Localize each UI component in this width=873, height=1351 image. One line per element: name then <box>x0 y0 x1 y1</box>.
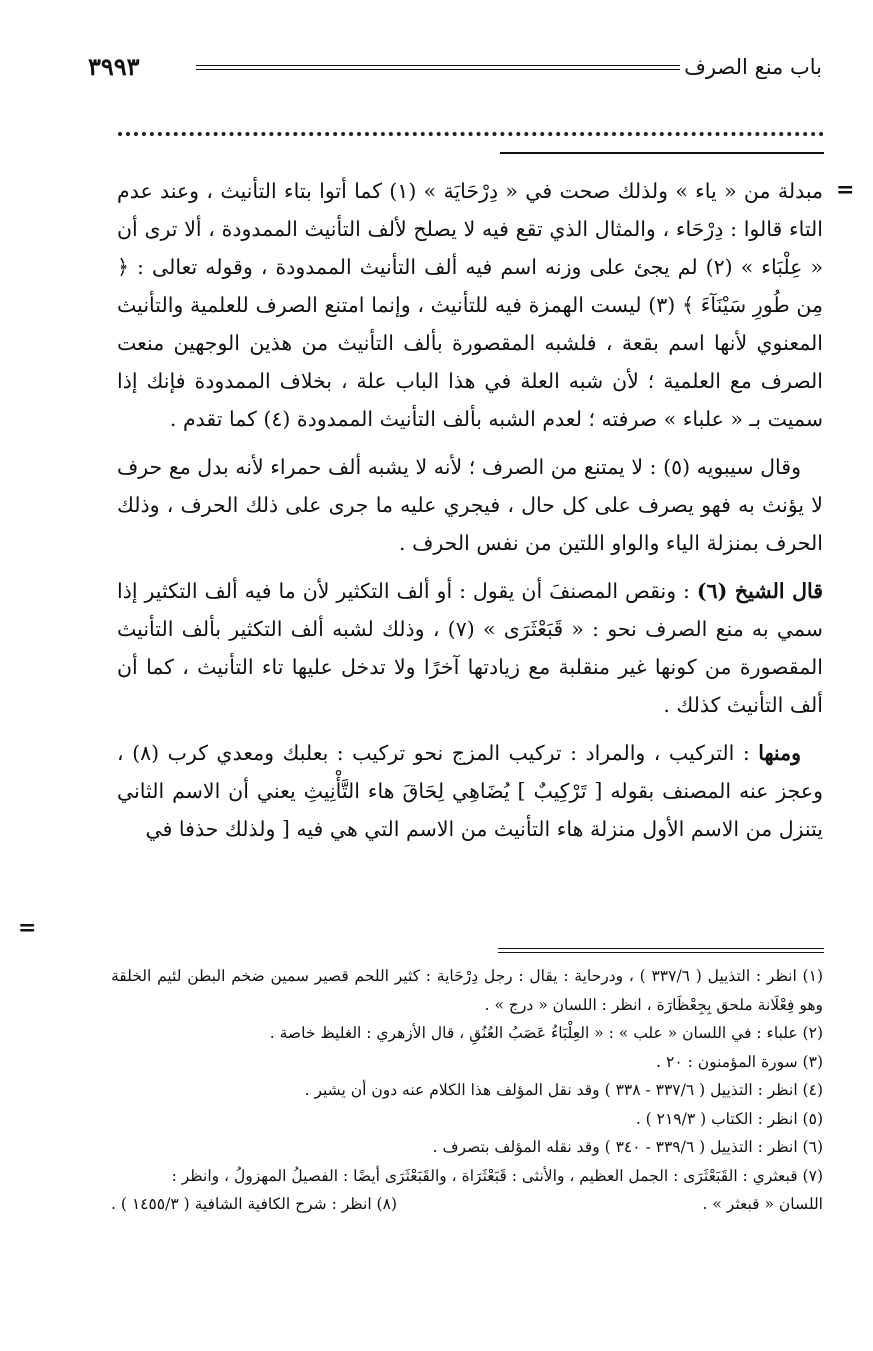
footnote-7: (٧) قبعثري : القَبَعْثَرَى : الجمل العظيم ، والأنثى : قَبَعْثَرَاة ، والقَبَعْثَرَى أيضًا : الفصيلُ المهزولُ ، وانظر : <box>171 1166 823 1185</box>
dotted-separator <box>118 118 824 136</box>
paragraph-4-label: ومنها <box>758 741 801 765</box>
footnotes <box>111 962 823 1219</box>
footnote-5: (٥) انظر : الكتاب ( ٢١٩/٣ ) . <box>635 1109 823 1128</box>
paragraph-4-text: : التركيب ، والمراد : تركيب المزج نحو تركيب : بعلبك ومعدي كرب (٨) ، وعجز عنه المصنف بقوله [ تَرْكِيبٌ ] يُضَاهِي لِحَاقَ هاء التَّأْنِيثِ يعني أن الاسم الثاني يتنزل من الاسم الأول منزلة هاء التأنيث من الاسم التي هي فيه [ ولذلك حذفا في <box>117 741 823 841</box>
footnote-last-row <box>111 1190 823 1219</box>
paragraph-3 <box>117 572 823 724</box>
paragraph-3-text: : ونقص المصنفَ أن يقول : أو ألف التكثير لأن ما فيه ألف التكثير إذا سمي به منع الصرف نحو : « قَبَعْثَرَى » (٧) ، وذلك لشبه ألف التكثير بألف التأنيث المقصورة من كونها غير منقلبة مع زيادتها آخرًا ولا تدخل عليها تاء التأنيث ، كما أن ألف التأنيث كذلك . <box>117 579 823 717</box>
main-text <box>117 172 823 858</box>
paragraph-3-label: قال الشيخ (٦) <box>696 579 824 603</box>
paragraph-1: مبدلة من « ياء » ولذلك صحت في « دِرْحَايَة » (١) كما أتوا بتاء التأنيث ، وعند عدم التاء قالوا : دِرْحَاء ، والمثال الذي تقع فيه لا يصلح لألف التأنيث الممدودة ، ألا ترى أن « عِلْبَاء » (٢) لم يجئ على وزنه اسم فيه ألف التأنيث الممدودة ، وقوله تعالى : ﴿ مِن طُورِ سَيْنَآءَ ﴾ (٣) ليست الهمزة فيه للتأنيث ، وإنما امتنع الصرف للعلمية والتأنيث المعنوي لأنها اسم بقعة ، فلشبه المقصورة بألف التأنيث من هذين الوجهين منعت الصرف مع العلمية ؛ لأن شبه العلة في هذا الباب علة ، بخلاف الممدودة فإنك إذا سميت بـ « علباء » صرفته ؛ لعدم الشبه بألف التأنيث الممدودة (٤) كما تقدم . <box>117 179 823 431</box>
footnote-1: (١) انظر : التذييل ( ٣٣٧/٦ ) ، ودرحاية : يقال : رجل دِرْحَاية : كثير اللحم قصير سمين ضخم البطن لئيم الخلقة وهو فِعْلَانة ملحق بِجِعْظَارَة ، انظر : اللسان « درج » . <box>111 967 823 1014</box>
paragraph-2: وقال سيبويه (٥) : لا يمتنع من الصرف ؛ لأنه لا يشبه ألف حمراء لأنه بدل مع حرف لا يؤنث به فهو يصرف على كل حال ، فيجري عليه ما جرى على ذلك الحرف ، وذلك الحرف بمنزلة الياء والواو اللتين من نفس الحرف . <box>117 455 823 555</box>
continuation-mark-top: = <box>836 177 855 203</box>
chapter-title: باب منع الصرف <box>684 55 822 79</box>
footnote-7-end: اللسان « قبعثر » . <box>702 1195 823 1213</box>
section-rule <box>500 152 824 154</box>
continuation-mark-bottom: = <box>18 915 37 941</box>
header-double-rule <box>196 65 680 70</box>
footnote-3: (٣) سورة المؤمنون : ٢٠ . <box>656 1052 823 1071</box>
footnote-2: (٢) علباء : في اللسان « علب » : « العِلْبَاءُ عَصَبُ العُنُقِ ، قال الأزهري : الغليظ خاصة . <box>269 1024 823 1042</box>
page-number: ٣٩٩٣ <box>88 52 140 81</box>
page-header <box>88 52 822 84</box>
footnote-rule <box>498 948 824 953</box>
footnote-8: (٨) انظر : شرح الكافية الشافية ( ١٤٥٥/٣ ) . <box>111 1195 397 1213</box>
paragraph-4 <box>117 734 823 848</box>
footnote-6: (٦) انظر : التذييل ( ٣٣٩/٦ - ٣٤٠ ) وقد نقله المؤلف بتصرف . <box>432 1138 823 1156</box>
footnote-4: (٤) انظر : التذييل ( ٣٣٧/٦ - ٣٣٨ ) وقد نقل المؤلف هذا الكلام عنه دون أن يشير . <box>304 1081 823 1099</box>
